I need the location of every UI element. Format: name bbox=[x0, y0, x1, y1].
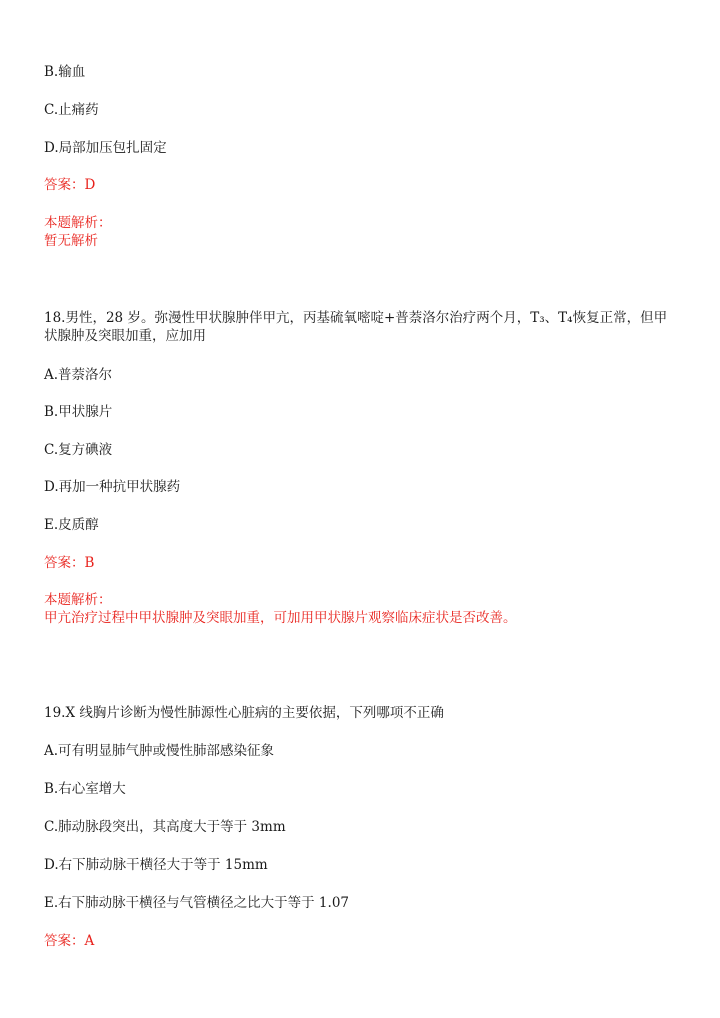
q18-answer: 答案：B bbox=[44, 555, 95, 571]
q19-stem: 19.X 线胸片诊断为慢性肺源性心脏病的主要依据，下列哪项不正确 bbox=[44, 705, 444, 721]
q19-option-d: D.右下肺动脉干横径大于等于 15mm bbox=[44, 857, 268, 873]
q18-option-c: C.复方碘液 bbox=[44, 442, 113, 458]
q18-option-e: E.皮质醇 bbox=[44, 517, 99, 533]
prev-option-d: D.局部加压包扎固定 bbox=[44, 140, 167, 156]
q18-option-d: D.再加一种抗甲状腺药 bbox=[44, 479, 181, 495]
q18-analysis-label: 本题解析： bbox=[44, 592, 112, 608]
q19-option-a: A.可有明显肺气肿或慢性肺部感染征象 bbox=[44, 743, 275, 759]
q19-option-c: C.肺动脉段突出，其高度大于等于 3mm bbox=[44, 819, 286, 835]
q19-option-e: E.右下肺动脉干横径与气管横径之比大于等于 1.07 bbox=[44, 895, 349, 911]
prev-answer: 答案：D bbox=[44, 177, 96, 193]
prev-analysis-label: 本题解析： bbox=[44, 215, 112, 231]
q18-analysis-text: 甲亢治疗过程中甲状腺肿及突眼加重，可加用甲状腺片观察临床症状是否改善。 bbox=[44, 610, 517, 626]
prev-analysis-text: 暂无解析 bbox=[44, 233, 98, 249]
q19-option-b: B.右心室增大 bbox=[44, 781, 126, 797]
q18-stem: 18.男性，28 岁。弥漫性甲状腺肿伴甲亢，丙基硫氧嘧啶+普萘洛尔治疗两个月，T₃、T₄恢复正常，但甲状腺肿及突眼加重，应加用 bbox=[44, 310, 668, 344]
q19-answer: 答案：A bbox=[44, 933, 95, 949]
q18-option-b: B.甲状腺片 bbox=[44, 404, 113, 420]
q18-option-a: A.普萘洛尔 bbox=[44, 367, 113, 383]
prev-option-c: C.止痛药 bbox=[44, 102, 99, 118]
prev-option-b: B.输血 bbox=[44, 64, 86, 80]
